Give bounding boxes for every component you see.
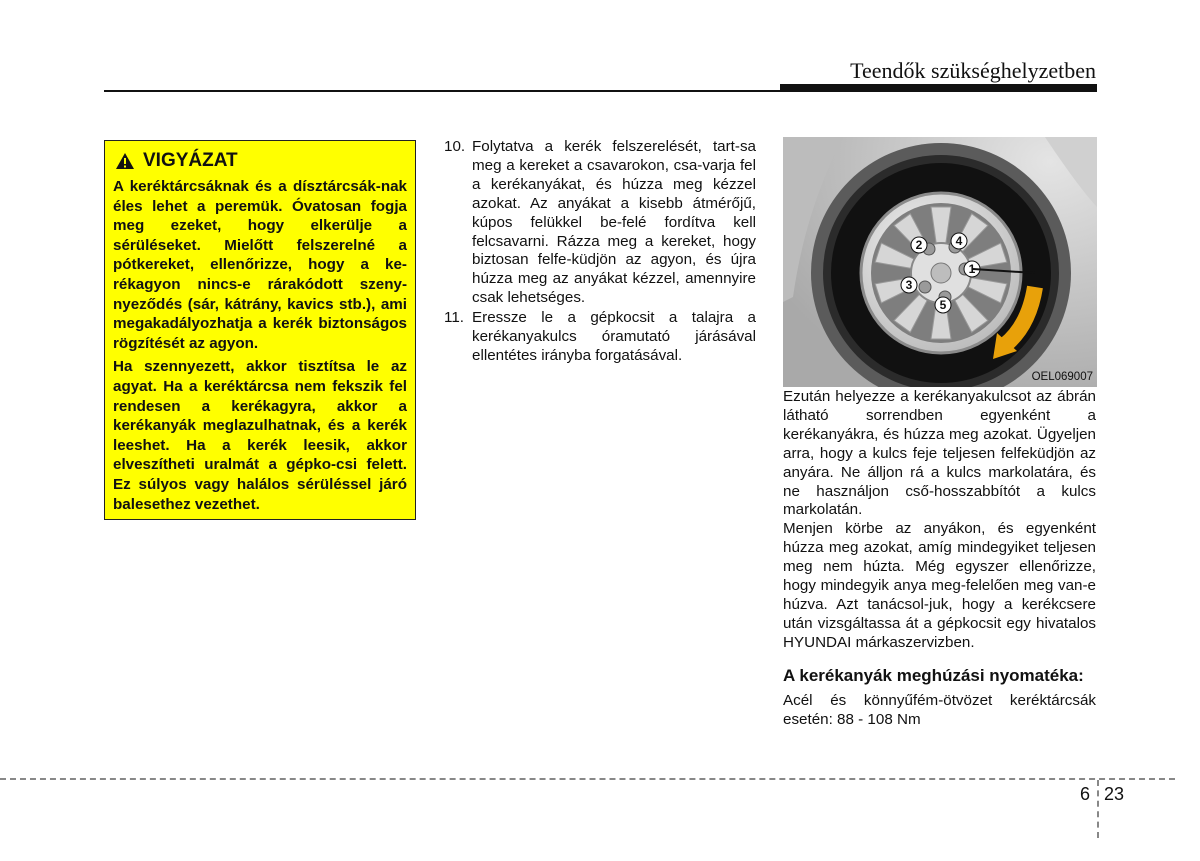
warning-header [115, 149, 407, 173]
nut-label-4: 4 [955, 234, 963, 248]
step-number: 10. [444, 138, 466, 155]
nut-label-5: 5 [939, 298, 947, 312]
page-number: 23 [1104, 784, 1125, 804]
header-rule-thick [780, 84, 1097, 92]
nut-label-2: 2 [915, 238, 923, 252]
step-text: Folytatva a kerék felszerelését, tart-sa meg a kereket a csavarokon, csa-varja fel a kerékanyákat, és húzza meg kézzel azokat. Az anyákat a kisebb átmérőjű, kúpos felükkel be-felé fordítva kell felcsavarni. Rázza meg a kereket, hogy biztosan felfe-küdjön az agyon, és újra húzza meg az anyákat kézzel, amennyire csak lehetséges. [472, 138, 756, 307]
warning-paragraph-2: Ha szennyezett, akkor tisztítsa le az agyat. Ha a keréktárcsa nem fekszik fel rendesen a kerékagyra, akkor a kerékanyák meglazulhatnak, és a kerék leeshet. Ha a kerék leesik, akkor elveszítheti uralmát a gépko-csi felett. Ez súlyos vagy halálos sérüléssel járó balesethez vezethet. [113, 358, 407, 513]
warning-box [104, 140, 416, 520]
step-text: Eressze le a gépkocsit a talajra a kerékanyakulcs óramutató járásával ellentétes irányba forgatásával. [472, 309, 756, 364]
warning-triangle-icon [115, 152, 135, 170]
wheel-illustration [783, 137, 1097, 387]
figure-code: OEL069007 [1031, 371, 1093, 383]
nut-label-1: 1 [968, 262, 976, 276]
header-rule-thin [104, 90, 780, 92]
chapter-number: 6 [1080, 784, 1091, 804]
step-item [444, 309, 756, 366]
instruction-paragraph-1: Ezután helyezze a kerékanyakulcsot az ábrán látható sorrendben egyenként a kerékanyákra, és húzza meg azokat. Ügyeljen arra, hogy a kulcs feje teljesen felfeküdjön az anyára. Ne álljon rá a kulcs markolatára, és ne használjon cső-hosszabbítót a kulcs markolatán. [783, 388, 1096, 519]
step-number: 11. [444, 309, 464, 327]
right-column [783, 388, 1096, 730]
wheel-figure [783, 137, 1097, 387]
footer-dashed-divider [1097, 780, 1099, 838]
warning-title: VIGYÁZAT [143, 150, 238, 171]
nut-label-3: 3 [905, 278, 913, 292]
page-header-title: Teendők szükséghelyzetben [850, 58, 1096, 83]
torque-heading: A kerékanyák meghúzási nyomatéka: [783, 665, 1084, 685]
instruction-paragraph-2: Menjen körbe az anyákon, és egyenként húzza meg azokat, amíg mindegyiket teljesen meg nem húzta. Még egyszer ellenőrizze, hogy mindegyik anya meg-felelően meg van-e húzva. Azt tanácsol-juk, hogy a kerékcsere után vizsgáltassa át a gépkocsit egy hivatalos HYUNDAI márkaszervizben. [783, 520, 1096, 651]
footer-dashed-line [0, 778, 1175, 780]
steps-list [444, 138, 756, 367]
warning-paragraph-1: A keréktárcsáknak és a dísztárcsák-nak éles lehet a peremük. Óvatosan fogja meg ezeket, hogy elkerülje a sérüléseket. Mielőtt felszerelné a pótkereket, ellenőrizze, hogy a ke-rékagyon nincs-e rárakódott szeny-nyeződés (sár, kátrány, kavics stb.), ami megakadályozhatja a kerék biztonságos rögzítését az agyon. [113, 178, 407, 352]
torque-spec: Acél és könnyűfém-ötvözet keréktárcsák esetén: 88 - 108 Nm [783, 691, 1096, 728]
step-item [444, 138, 756, 308]
